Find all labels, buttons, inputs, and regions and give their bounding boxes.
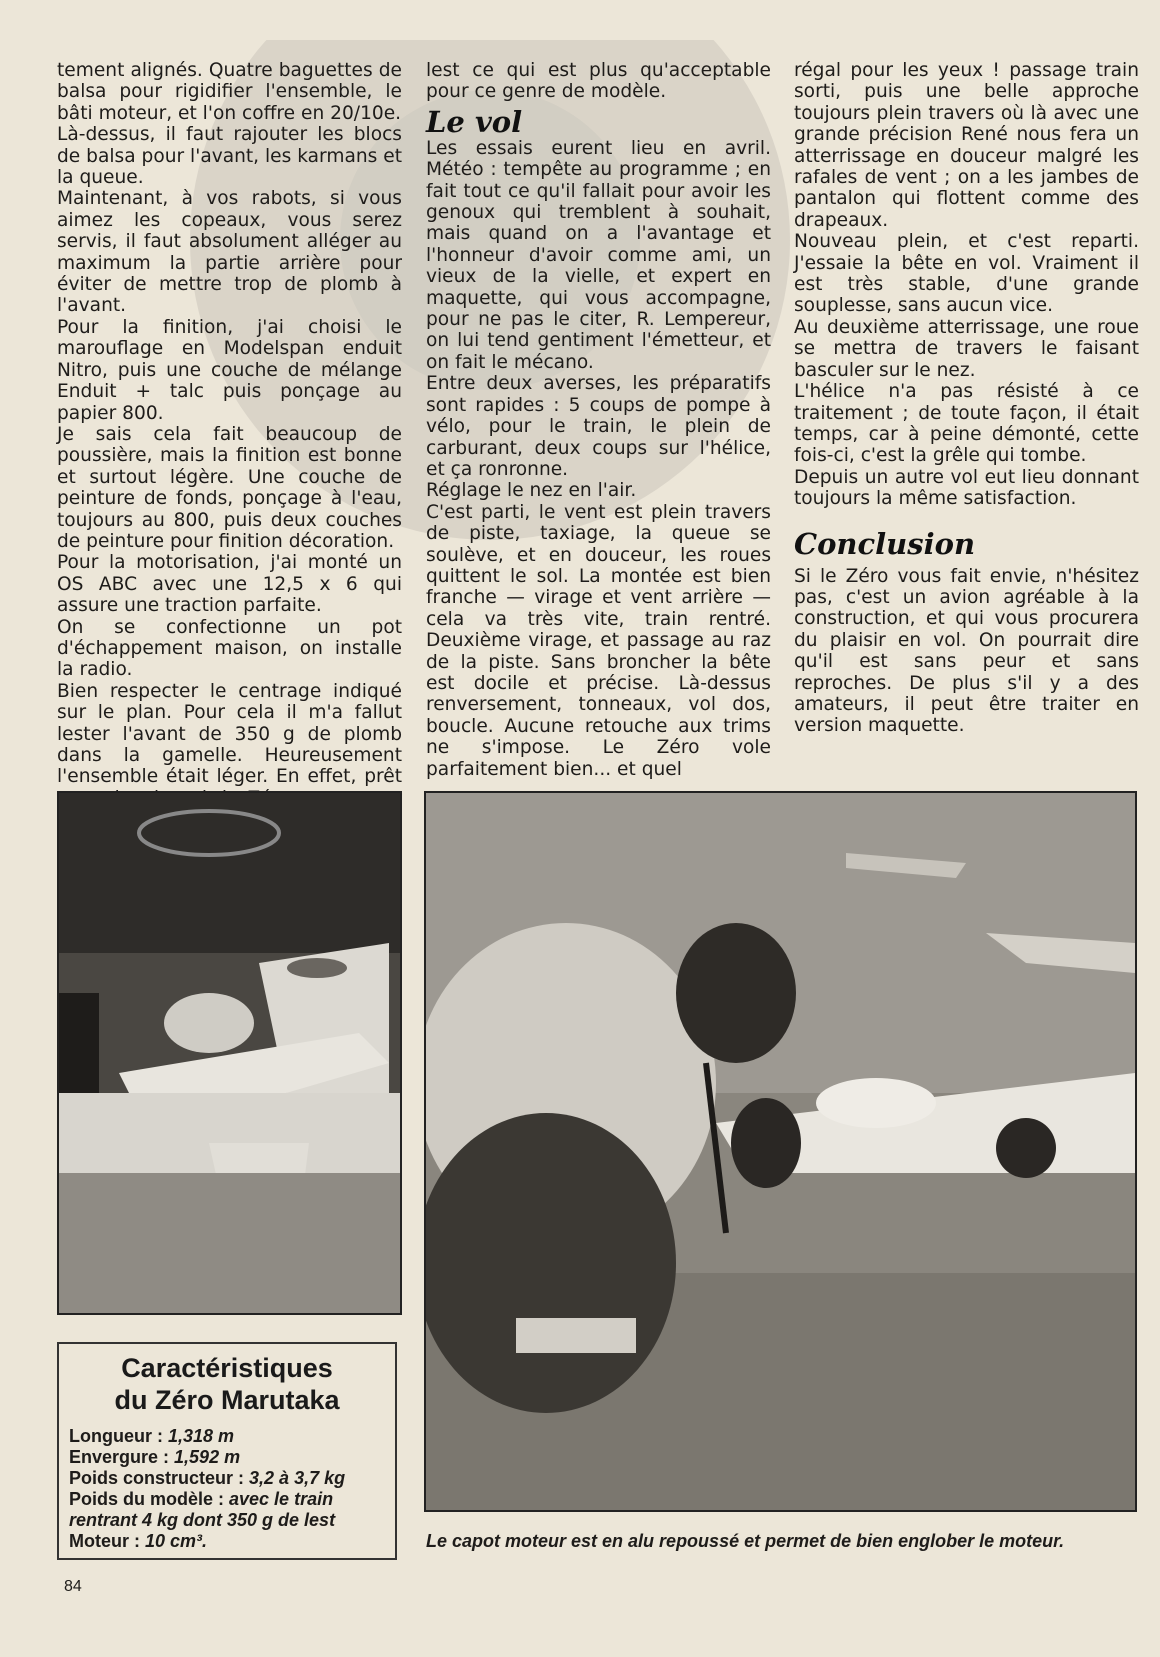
column-2-text: Les essais eurent lieu en avril. Météo : tempête au programme ; en fait tout ce qu'il fallait pour avoir les genoux qui tremblent à souhait, mais quand on a l'avantage et l'honneur d'avoir comme ami, un vieux de la vielle, et expert en maquette, qui vous accompagne, pour ne pas le citer, R. Lempereur, on lui tend gentiment l'émetteur, et on fait le mécano. Entre deux averses, les préparatifs sont rapides : 5 coups de pompe à vélo, pour le train, le plein de carburant, deux coups sur l'hélice, et ça ronronne. Réglage le nez en l'air. C'est parti, le vent est plein travers de piste, taxiage, la queue se soulève, et en douceur, les roues quittent le sol. La montée est bien franche — virage et vent arrière — cela va très vite, train rentré. Deuxième virage, et passage au raz de la piste. Sans broncher la bête est docile et précise. Là-dessus renversement, tonneaux, vol dos, boucle. Aucune retouche aux trims ne s'impose. Le Zéro vole parfaitement bien... et quel	[426, 137, 771, 780]
section-title-conclusion: Conclusion	[794, 526, 976, 561]
specs-title-line-1: Caractéristiques	[121, 1353, 333, 1383]
spec-engine	[69, 1531, 385, 1552]
spec-label: Poids du modèle :	[69, 1489, 230, 1509]
column-3-text: régal pour les yeux ! passage train sorti, puis une belle approche toujours plein travers où là avec une grande précision René nous fera un atterrissage en douceur malgré les rafales de vent ; on a les jambes de pantalon qui flottent comme des drapeaux. Nouveau plein, et c'est reparti. J'essaie la bête en vol. Vraiment il est très stable, d'une grande souplesse, sans aucun vice. Au deuxième atterrissage, une roue se mettra de travers le faisant basculer sur le nez. L'hélice n'a pas résisté à ce traitement ; de toute façon, il était temps, car à peine démonté, cette fois-ci, c'est la grêle qui tombe. Depuis un autre vol eut lieu donnant toujours la même satisfaction.	[794, 60, 1139, 510]
conclusion-text: Si le Zéro vous fait envie, n'hésitez pas, c'est un avion agréable à la construction, et qui vous procurera du plaisir en vol. On pourrait dire qu'il est sans peur et sans reproches. De plus s'il y a des amateurs, il peut être traiter en version maquette.	[794, 565, 1139, 737]
spec-label: Longueur :	[69, 1426, 168, 1446]
spec-label: Poids constructeur :	[69, 1468, 250, 1488]
column-1-text: tement alignés. Quatre baguettes de balsa pour rigidifier l'ensemble, le bâti moteur, et l'on coffre en 20/10e. Là-dessus, il faut rajouter les blocs de balsa pour l'avant, les karmans et la queue. Maintenant, à vos rabots, si vous aimez les copeaux, vous serez servis, il faut absolument alléger au maximum la partie arrière pour éviter de mettre trop de plomb à l'avant. Pour la finition, j'ai choisi le marouflage en Modelspan enduit Nitro, puis une couche de mélange Enduit + talc puis ponçage au papier 800. Je sais cela fait beaucoup de poussière, mais la finition est bonne et surtout légère. Une couche de peinture de fonds, ponçage à l'eau, toujours au 800, puis deux couches de peinture pour finition décoration. Pour la motorisation, j'ai monté un OS ABC avec une 12,5 x 6 qui assure une traction parfaite. On se confectionne un pot d'échappement maison, on installe la radio. Bien respecter le centrage indiqué sur le plan. Pour cela il m'a fallut lester l'avant de 350 g de plomb dans la gamelle. Heureusement l'ensemble était léger. En effet, prêt	[57, 60, 402, 788]
photo-pilot-with-zero	[424, 791, 1137, 1512]
photo-model-in-car	[57, 791, 402, 1315]
text-column-2	[426, 60, 771, 780]
spec-label: Moteur :	[69, 1531, 145, 1551]
spec-list	[69, 1426, 385, 1552]
spec-value: 1,318 m	[167, 1426, 235, 1446]
specs-title-line-2: du Zéro Marutaka	[114, 1385, 340, 1415]
spec-model-weight	[69, 1489, 385, 1531]
column-2-intro: lest ce qui est plus qu'acceptable pour ce genre de modèle.	[426, 60, 771, 103]
spec-value: avec le train rentrant 4 kg dont 350 g de lest	[69, 1489, 336, 1530]
page-number: 84	[64, 1578, 82, 1595]
spec-value: 3,2 à 3,7 kg	[249, 1468, 346, 1488]
section-title-le-vol: Le vol	[426, 104, 523, 139]
specifications-box	[57, 1342, 397, 1560]
photo-caption: Le capot moteur est en alu repoussé et permet de bien englober le moteur.	[426, 1531, 1065, 1551]
spec-value: 10 cm³.	[145, 1531, 208, 1551]
spec-value: 1,592 m	[174, 1447, 241, 1467]
spec-kit-weight	[69, 1468, 385, 1489]
specs-title	[69, 1352, 385, 1416]
text-column-3	[794, 60, 1139, 737]
text-column-1	[57, 60, 402, 852]
spec-label: Envergure :	[69, 1447, 175, 1467]
spec-wingspan	[69, 1447, 385, 1468]
spec-length	[69, 1426, 385, 1447]
